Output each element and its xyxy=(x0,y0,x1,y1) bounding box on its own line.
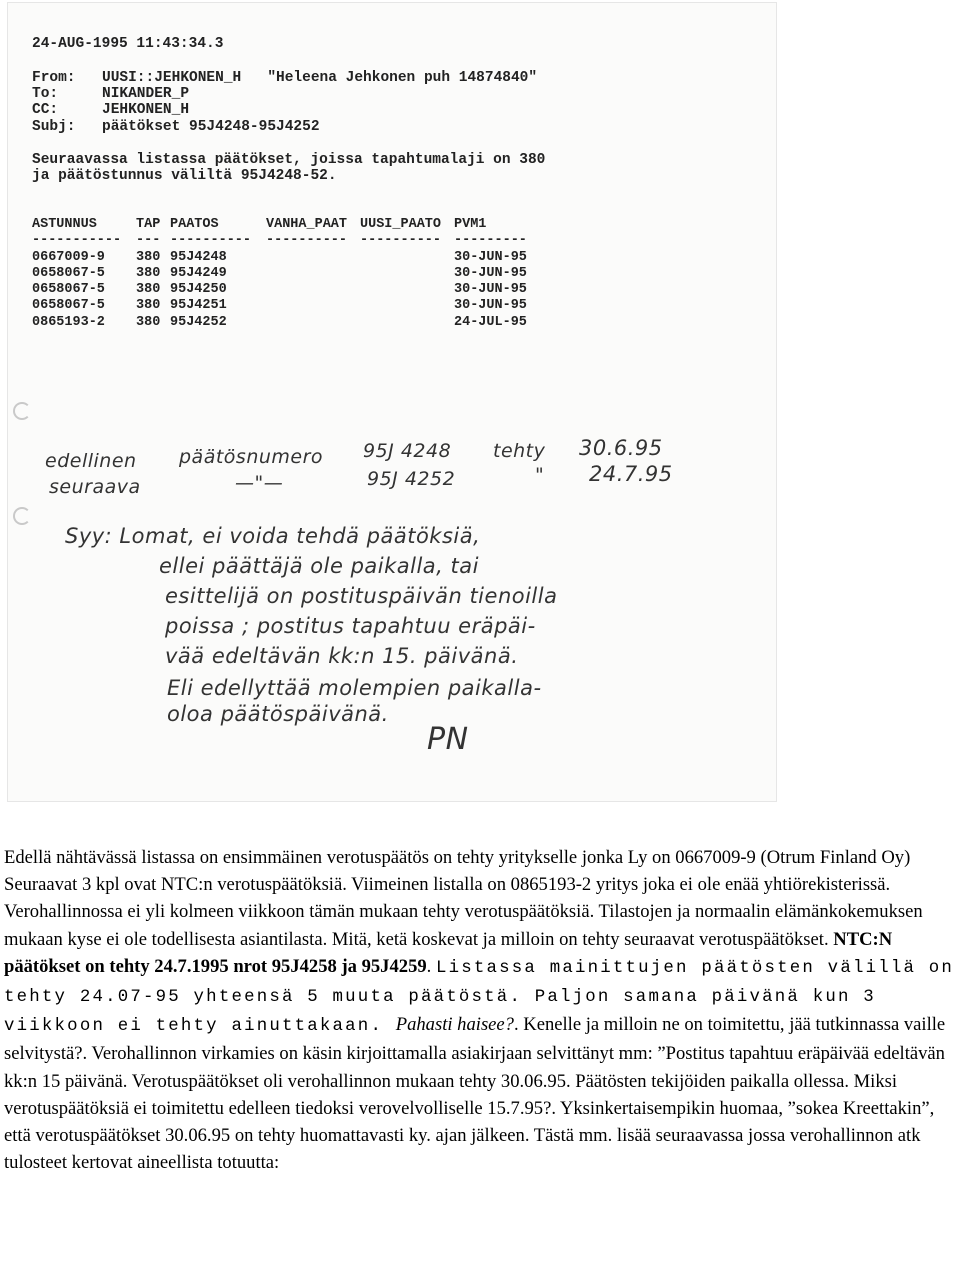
mono-remark: Listassa mainittujen päätösten välillä on tehty 24.07-95 yhteensä 5 muuta päätöstä. Paljon samana päivänä kun 3 viikkoon ei tehty ainuttakaan. xyxy=(4,958,955,1037)
body-paragraph: Seuraavat 3 kpl ovat NTC:n verotuspäätöksiä. Viimeinen listalla on 0865193-2 yritys joka ei ole enää yhtiörekisterissä. Verohallinnossa ei yli kolmeen viikkoon tämän mukaan tehty verotuspäätöksiä. Tilastojen ja normaalin elämänkokemuksen mukaan kyse ei ole todellisesta asiantilasta. Mitä, ketä koskevat ja milloin on tehty seuraavat verotuspäätökset. NTC:N päätökset on tehty 24.7.1995 nrot 95J4258 ja 95J4259. Listassa mainittujen päätösten välillä on tehty 24.07-95 yhteensä 5 muuta päätöstä. Paljon samana päivänä kun 3 viikkoon ei tehty ainuttakaan. Pahasti haisee?. Kenelle ja milloin ne on toimitettu, jää tutkinnassa vaille selvitystä?. Verohallinnon virkamies on käsin kirjoittamalla asiakirjaan selvittänyt mm: ”Postitus tapahtuu eräpäivää edeltävän kk:n 15 päivänä. Verotuspäätökset oli verohallinnon mukaan tehty 30.06.95. Päätösten tekijöiden paikalla ollessa. Miksi verotuspäätöksiä ei toimitettu edelleen tiedoksi verovelvolliselle 15.7.95?. Yksinkertaisempikin huomaa, ”sokea Kreettakin”, että verotuspäätökset 30.06.95 on tehty huomattavasti ky. ajan jälkeen. Tästä mm. lisää seuraavassa jossa verohallinnon atk tulosteet kertovat aineellista totuutta: xyxy=(4,874,955,1174)
italic-remark: Pahasti haisee? xyxy=(395,1014,514,1036)
handwritten-previous-date: 30.6.95 xyxy=(579,436,663,460)
table-row: 0658067-5 380 95J4250 30-JUN-95 xyxy=(32,282,527,298)
handwritten-label-next: seuraava xyxy=(49,476,141,498)
handwritten-note-line: ellei päättäjä ole paikalla, tai xyxy=(159,554,479,578)
handwritten-note-line: poissa ; postitus tapahtuu eräpäi- xyxy=(165,614,536,638)
handwritten-next-date: 24.7.95 xyxy=(589,462,673,486)
scanned-memo xyxy=(7,2,777,802)
body-paragraph: Edellä nähtävässä listassa on ensimmäinen verotuspäätös on tehty yritykselle jonka Ly on 0667009-9 (Otrum Finland Oy) xyxy=(4,847,911,868)
table-row: 0658067-5 380 95J4251 30-JUN-95 xyxy=(32,298,527,314)
handwritten-next-number: 95J 4252 xyxy=(367,468,456,490)
handwritten-note-line: vää edeltävän kk:n 15. päivänä. xyxy=(165,644,519,668)
memo-intro-line: Seuraavassa listassa päätökset, joissa tapahtumalaji on 380 xyxy=(32,152,546,168)
punch-hole xyxy=(13,507,31,525)
handwritten-ditto: " xyxy=(535,464,545,486)
handwritten-note-line: Syy: Lomat, ei voida tehdä päätöksiä, xyxy=(65,524,481,548)
bold-ntc-decisions: NTC:N päätökset on tehty 24.7.1995 nrot 95J4258 ja 95J4259 xyxy=(4,928,893,977)
memo-subject-row: Subj: päätökset 95J4248-95J4252 xyxy=(32,119,320,135)
memo-from-row: From: UUSI::JEHKONEN_H "Heleena Jehkonen puh 14874840" xyxy=(32,70,538,86)
handwritten-made-word: tehty xyxy=(493,440,546,462)
memo-cc-row: CC: JEHKONEN_H xyxy=(32,102,190,118)
memo-intro-line: ja päätöstunnus väliltä 95J4248-52. xyxy=(32,168,337,184)
body-text xyxy=(4,844,956,1176)
handwritten-note-line: esittelijä on postituspäivän tienoilla xyxy=(165,584,558,608)
decision-table xyxy=(32,217,544,331)
table-separator-row: ----------- --- ---------- ---------- ---------- --------- xyxy=(32,233,527,249)
memo-to-row: To: NIKANDER_P xyxy=(32,86,190,102)
memo-date: 24-AUG-1995 11:43:34.3 xyxy=(32,36,224,52)
handwritten-previous-number: 95J 4248 xyxy=(363,440,452,462)
punch-hole xyxy=(13,402,31,420)
handwritten-initials: PN xyxy=(427,722,469,757)
table-header-row: ASTUNNUS TAP PAATOS VANHA_PAAT UUSI_PAATO PVM1 xyxy=(32,217,487,232)
table-row: 0658067-5 380 95J4249 30-JUN-95 xyxy=(32,265,527,281)
handwritten-note-line: oloa päätöspäivänä. xyxy=(167,702,389,726)
handwritten-label-previous: edellinen xyxy=(45,450,137,472)
handwritten-note-line: Eli edellyttää molempien paikalla- xyxy=(167,676,542,700)
handwritten-dash: —"— xyxy=(235,472,284,494)
handwritten-label-decision-number: päätösnumero xyxy=(179,446,324,468)
table-row: 0865193-2 380 95J4252 24-JUL-95 xyxy=(32,314,527,330)
table-row: 0667009-9 380 95J4248 30-JUN-95 xyxy=(32,249,527,265)
